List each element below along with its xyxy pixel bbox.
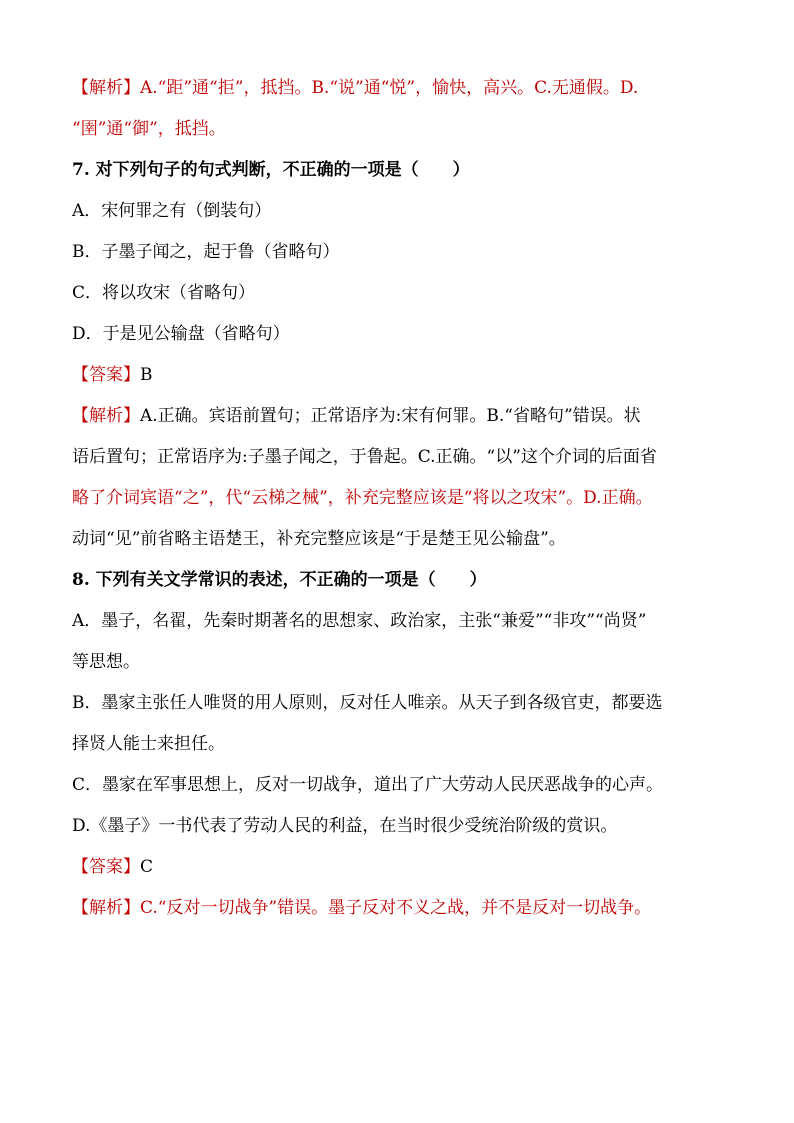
analysis-tag: 【解析】 [72, 406, 140, 426]
analysis-text: A.“距”通“拒”，抵挡。B.“说”通“悦”，愉快，高兴。C.无通假。D. [140, 78, 639, 98]
question-7-option-b: B．子墨子闻之，起于鲁（省略句） [72, 242, 340, 262]
question-7-analysis-line: 略了介词宾语“之”，代“云梯之械”，补充完整应该是“将以之攻宋”。D.正确。 [72, 488, 653, 508]
document-page [72, 78, 732, 918]
question-7-option-a: A．宋何罪之有（倒装句） [72, 201, 272, 221]
analysis-line: “圉”通“御”，抵挡。 [72, 119, 226, 139]
question-7-stem: 7. 对下列句子的句式判断，不正确的一项是（ ） [72, 160, 470, 180]
answer-value: B [140, 365, 153, 385]
question-8-option-c: C．墨家在军事思想上，反对一切战争，道出了广大劳动人民厌恶战争的心声。 [72, 775, 664, 795]
analysis-tag: 【解析】 [72, 78, 140, 98]
question-8-answer [72, 857, 732, 877]
question-8-option-b: B．墨家主张任人唯贤的用人原则，反对任人唯亲。从天子到各级官吏，都要选 [72, 693, 663, 713]
question-7-answer [72, 365, 732, 385]
question-8-option-b-cont: 择贤人能士来担任。 [72, 734, 225, 754]
question-7-analysis-line: 动词“见”前省略主语楚王，补充完整应该是“于是楚王见公输盘”。 [72, 529, 566, 549]
analysis-line [72, 78, 732, 98]
answer-tag: 【答案】 [72, 857, 140, 877]
analysis-text: C.“反对一切战争”错误。墨子反对不义之战，并不是反对一切战争。 [140, 898, 652, 918]
question-7-analysis-line: 语后置句；正常语序为:子墨子闻之，于鲁起。C.正确。“以”这个介词的后面省 [72, 447, 657, 467]
question-8-option-a: A．墨子，名翟，先秦时期著名的思想家、政治家，主张“兼爱”“非攻”“尚贤” [72, 611, 647, 631]
analysis-text: A.正确。宾语前置句；正常语序为:宋有何罪。B.“省略句”错误。状 [140, 406, 641, 426]
question-8-stem: 8. 下列有关文学常识的表述，不正确的一项是（ ） [72, 570, 487, 590]
question-7-analysis-line [72, 406, 732, 426]
answer-tag: 【答案】 [72, 365, 140, 385]
analysis-tag: 【解析】 [72, 898, 140, 918]
question-7-option-c: C．将以攻宋（省略句） [72, 283, 256, 303]
question-7-option-d: D．于是见公输盘（省略句） [72, 324, 290, 344]
question-8-analysis-line [72, 898, 732, 918]
question-8-option-d: D.《墨子》一书代表了劳动人民的利益，在当时很少受统治阶级的赏识。 [72, 816, 618, 836]
answer-value: C [140, 857, 154, 877]
question-8-option-a-cont: 等思想。 [72, 652, 140, 672]
